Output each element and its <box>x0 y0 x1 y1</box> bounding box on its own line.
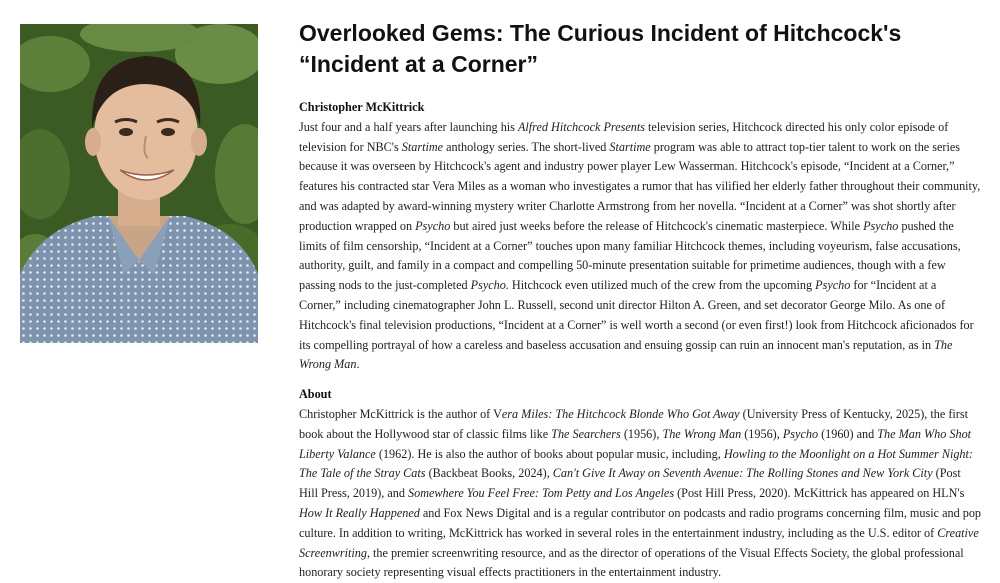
article-title: Overlooked Gems: The Curious Incident of Hitchcock's “Incident at a Corner” <box>299 20 902 77</box>
about-heading: About <box>299 387 332 402</box>
italic-title-text: Somewhere You Feel Free: Tom Petty and Los Angeles <box>408 486 675 501</box>
body-text: , the premier screenwriting resource, and as the director of operations of the Visual Effects Society, the global professional honorary society representing visual effects practitioners in the entertainment industry. <box>299 545 964 580</box>
body-text: anthology series. The short-lived <box>443 139 610 154</box>
italic-title-text: Startime <box>401 139 444 154</box>
body-text: (1960) and <box>818 426 878 441</box>
body-text: (Post Hill Press, 2020). McKittrick has appeared on HLN's <box>674 486 965 501</box>
about-body <box>299 405 981 583</box>
article <box>299 18 981 583</box>
italic-title-text: Psycho <box>782 426 819 441</box>
italic-title-text: Psycho <box>815 278 851 293</box>
body-text: (Backbeat Books, 2024), <box>425 466 553 481</box>
italic-title-text: The Man Who Shot Liberty Valance <box>299 426 972 461</box>
body-text: (Post Hill Press, 2019), and <box>299 466 961 501</box>
body-text: television series, Hitchcock directed his only color episode of television for NBC's <box>299 119 949 154</box>
italic-title-text: Psycho <box>863 218 899 233</box>
author-name: Christopher McKittrick <box>299 100 425 114</box>
body-text: and Fox News Digital and is a regular contributor on podcasts and radio programs concerning film, music and pop culture. In addition to writing, McKittrick has worked in several roles in the entertainment industry, including as the U.S. editor of <box>299 505 982 540</box>
body-text: (1956), <box>620 426 663 441</box>
body-text: Christopher McKittrick is the author of V <box>299 406 502 421</box>
body-text: but aired just weeks before the release of Hitchcock's cinematic masterpiece. While <box>450 218 864 233</box>
body-text: . <box>356 357 360 372</box>
italic-title-text: Startime <box>609 139 651 154</box>
body-text: program was able to attract top-tier talent to work on the series because it was overseen by Hitchcock's agent and industry power player Lew Wasserman. Hitchcock's episode, “Incident at a Corner,” features his contracted star Vera Miles as a woman who investigates a rumor that has vilified her elderly father throughout their community, and was adapted by award-winning mystery writer Charlotte Armstrong from her novella. “Incident at a Corner” was shot shortly after production wrapped on <box>299 139 981 233</box>
body-text: (University Press of Kentucky, 2025), the first book about the Hollywood star of classic films like <box>299 406 968 441</box>
italic-title-text: Psycho <box>415 218 451 233</box>
italic-title-text: The Wrong Man <box>299 337 953 372</box>
article-body <box>299 118 981 375</box>
body-text: Just four and a half years after launching his <box>299 119 518 134</box>
body-text: for “Incident at a Corner,” including cinematographer John L. Russell, second unit director Hilton A. Green, and set decorator George Milo. As one of Hitchcock's final television productions, “Incident at a Corner” is well worth a second (or even first!) look from Hitchcock aficionados for its compelling portrayal of how a careless and baseless accusation and ensuing gossip can ruin an innocent man's reputation, as in <box>299 278 974 352</box>
italic-title-text: The Searchers <box>551 426 621 441</box>
body-text: Hitchcock even utilized much of the crew from the upcoming <box>508 278 816 293</box>
italic-title-text: Howling to the Moonlight on a Hot Summer Night: The Tale of the Stray Cats <box>299 446 973 481</box>
body-text: (1956), <box>741 426 783 441</box>
about-section <box>299 385 981 583</box>
italic-title-text: Alfred Hitchcock Presents <box>517 119 645 134</box>
body-text: pushed the limits of film censorship, “Incident at a Corner” touches upon many familiar Hitchcock themes, including voyeurism, false accusations, authority, guilt, and family in a compact and compelling 50-minute presentation suitable for primetime audiences, though with a few passing nods to the just-completed <box>299 218 961 293</box>
author-photo <box>20 24 258 343</box>
italic-title-text: Creative Screenwriting <box>299 525 979 560</box>
italic-title-text: How It Really Happened <box>299 505 420 520</box>
italic-title-text: Psycho. <box>470 278 509 293</box>
italic-title-text: The Wrong Man <box>662 426 742 441</box>
italic-title-text: era Miles: The Hitchcock Blonde Who Got Away <box>501 406 740 421</box>
italic-title-text: Can't Give It Away on Seventh Avenue: The Rolling Stones and New York City <box>552 466 933 481</box>
body-text: (1962). He is also the author of books about popular music, including, <box>375 446 724 461</box>
